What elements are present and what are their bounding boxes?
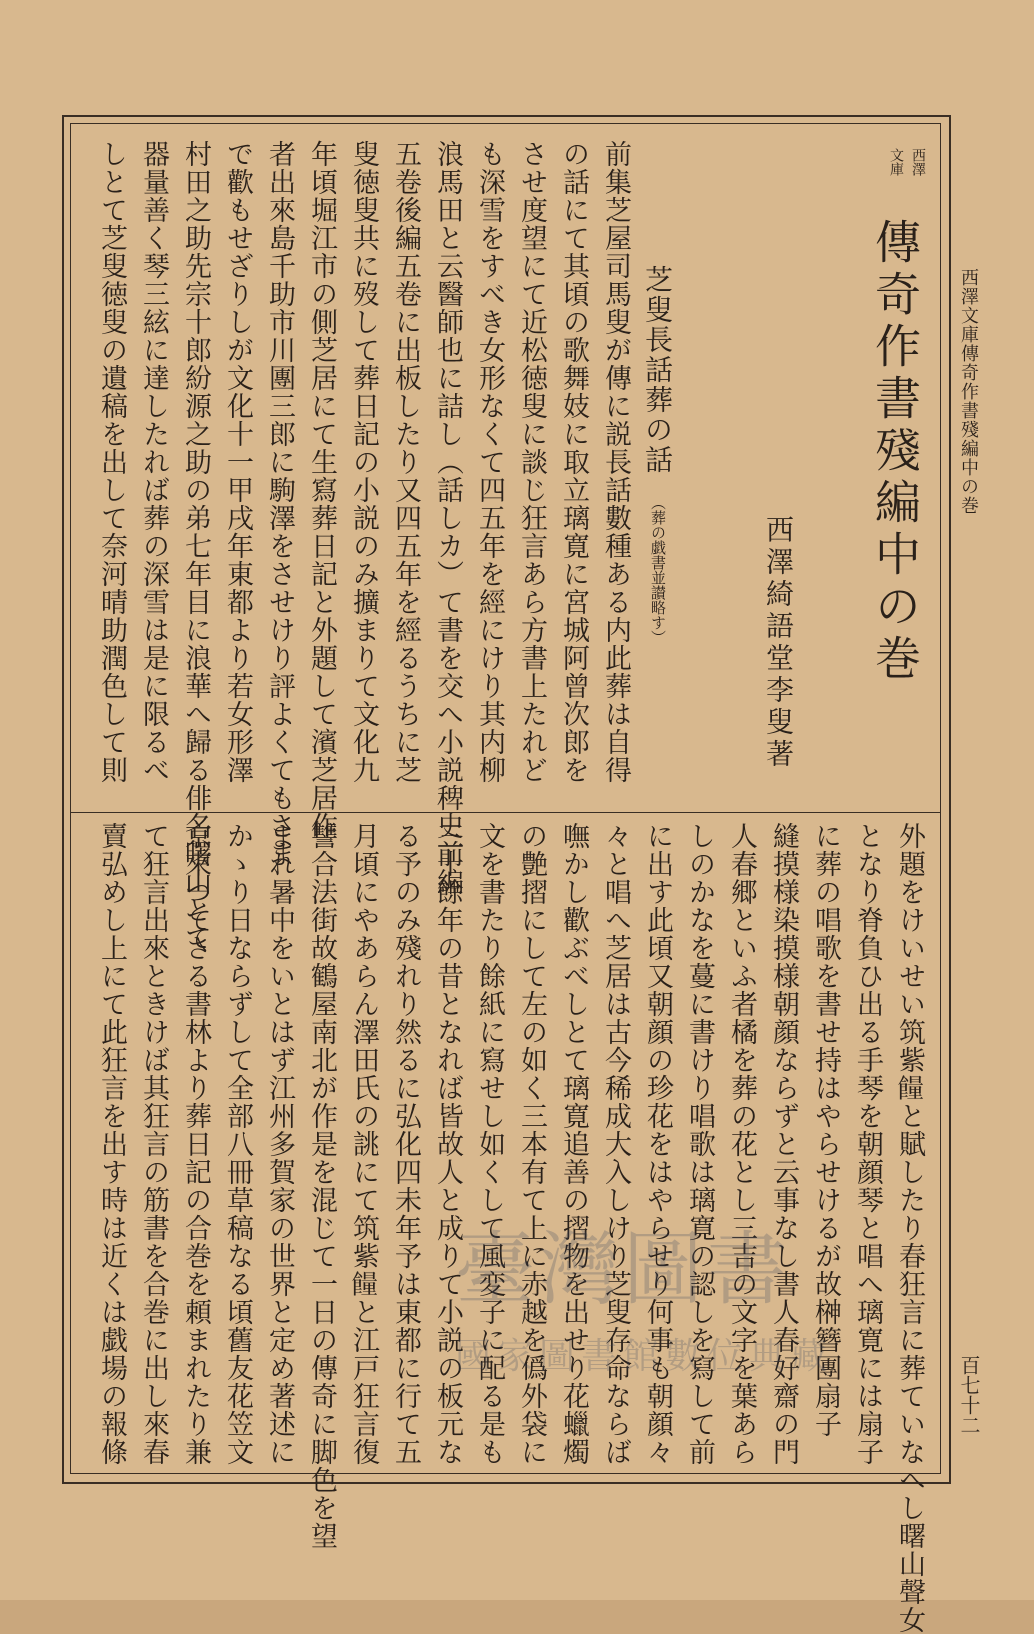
chapter-title: 傳奇作書殘編中の巻 [868, 218, 922, 686]
text-column: で歡もせざりしが文化十一甲戌年東都より若女形澤 [222, 140, 253, 784]
running-head: 西澤文庫傳奇作書殘編中の巻 [958, 268, 979, 515]
text-column: 前集芝屋司馬叟が傳に説長話數種ある内此葬は自得 [600, 140, 631, 784]
text-column: に出す此頃又朝顔の珍花をはやらせり何事も朝顔々 [642, 822, 673, 1466]
text-column: まれ暑中をいとはず江州多賀家の世界と定め著述に [264, 822, 295, 1466]
text-column: の話にて其頃の歌舞妓に取立璃寛に宮城阿曾次郎を [558, 140, 589, 784]
text-column: も深雪をすべき女形なくて四五年を經にけり其内柳 [474, 140, 505, 784]
section-title: 芝叟長話葬の話 [641, 265, 674, 475]
text-column: 縫摸様染摸様朝顔ならずと云事なし書人春好齋の門 [768, 822, 799, 1466]
text-column: 浪馬田と云醫師也に詰し（話しカ）て書を交へ小説稗史前編 [432, 140, 463, 896]
text-column: 五卷後編五卷に出板したり又四五年を經るうちに芝 [390, 140, 421, 784]
text-column: 村田之助先宗十郎紛源之助の弟七年目に浪華へ歸る俳名曙山とて [180, 140, 211, 952]
text-column: て狂言出來ときけば其狂言の筋書を合巻に出し來春 [138, 822, 169, 1466]
text-column: 京來つてさる書林より葬日記の合巻を頼まれたり兼 [180, 822, 211, 1466]
text-column: る予のみ殘れり然るに弘化四未年予は東都に行て五 [390, 822, 421, 1466]
text-column: 々と唱へ芝居は古今稀成大入しけり芝叟存命ならば [600, 822, 631, 1466]
watermark-bottom: 國家圖書館數位典藏 [455, 1336, 834, 1377]
text-column: の艶摺にして左の如く三本有て上に赤越を僞外袋に [516, 822, 547, 1466]
text-column: 者出來島千助市川團三郎に駒澤をさせけり評よくてもさま [264, 140, 295, 868]
text-column: かゝり日ならずして全部八冊草稿なる頃舊友花笠文 [222, 822, 253, 1466]
series-label: 西澤 文庫 [888, 148, 926, 176]
section-note: （葬の戯書並讃略す） [649, 495, 667, 645]
text-column: 年頃堀江市の側芝居にて生寫葬日記と外題して濱芝居作 [306, 140, 337, 840]
text-column: 人春郷といふ者橘を葬の花とし三吉の文字を葉あら [726, 822, 757, 1466]
text-column: 月頃にやあらん澤田氏の誂にて筑紫𩞯と江戸狂言復 [348, 822, 379, 1466]
text-column: 讐合法街故鶴屋南北が作是を混じて一日の傳奇に脚色を望 [306, 822, 337, 1550]
text-column: 叟徳叟共に歿して葬日記の小説のみ擴まりて文化九 [348, 140, 379, 784]
text-column: 嘸かし歡ぶべしとて璃寛追善の摺物を出せり花蠟燭 [558, 822, 589, 1466]
text-column: させ度望にて近松徳叟に談じ狂言あら方書上たれど [516, 140, 547, 784]
text-column: となり脊負ひ出る手琴を朝顔琴と唱へ璃寛には扇子 [852, 822, 883, 1466]
watermark-top: 臺灣圖書 [455, 1223, 791, 1316]
text-column: しのかなを蔓に書けり唱歌は璃寛の認しを寫して前 [684, 822, 715, 1466]
text-column: 外題をけいせい筑紫𩞯と賦したり春狂言に葬ていなへし曙山聲女 [894, 822, 925, 1634]
page-number: 百七十二 [957, 1355, 981, 1435]
author-line: 西澤綺語堂李叟著 [762, 515, 795, 771]
text-column: 賣弘めし上にて此狂言を出す時は近くは戯場の報條 [96, 822, 127, 1466]
text-column: 文を書たり餘紙に寫せし如くして風変子に配る是も [474, 822, 505, 1466]
text-column: 三十餘年の昔となれば皆故人と成りて小説の板元な [432, 822, 463, 1466]
text-column: しとて芝叟徳叟の遺稿を出して奈河晴助潤色して則 [96, 140, 127, 784]
text-column: 器量善く琴三絃に達したれば葬の深雪は是に限るべ [138, 140, 169, 784]
text-column: に葬の唱歌を書せ持はやらせけるが故榊簪團扇子 [810, 822, 841, 1438]
